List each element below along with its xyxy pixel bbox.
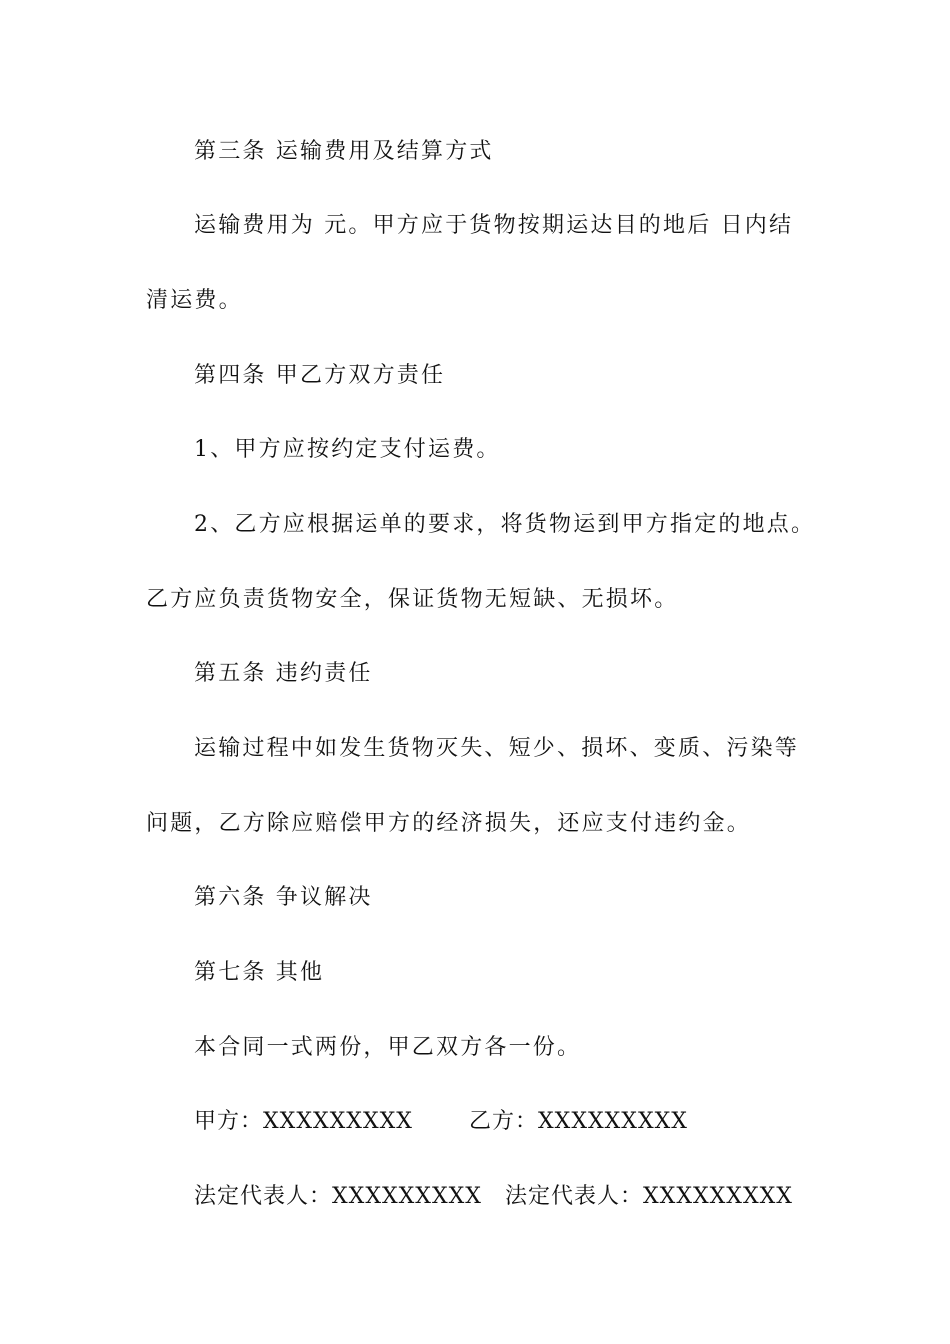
article5-heading: 第五条 违约责任 [194,661,373,686]
article5-text-line2: 问题，乙方除应赔偿甲方的经济损失，还应支付违约金。 [146,811,752,836]
party-b-label: 乙方：XXXXXXXXX [469,1109,688,1134]
article5-text-line1: 运输过程中如发生货物灭失、短少、损坏、变质、污染等 [194,736,800,761]
party-a-representative: 法定代表人：XXXXXXXXX [194,1184,482,1209]
article3-text-line1: 运输费用为 元。甲方应于货物按期运达目的地后 日内结 [194,213,794,238]
party-b-representative: 法定代表人：XXXXXXXXX [505,1184,793,1209]
article4-item2-line2: 乙方应负责货物安全，保证货物无短缺、无损坏。 [146,587,679,612]
article4-item1: 1、甲方应按约定支付运费。 [194,437,501,462]
article3-text-line2: 清运费。 [146,288,243,313]
article6-heading: 第六条 争议解决 [194,885,373,910]
article4-heading: 第四条 甲乙方双方责任 [194,363,446,388]
article3-heading: 第三条 运输费用及结算方式 [194,139,494,164]
article7-heading: 第七条 其他 [194,960,325,985]
article7-text: 本合同一式两份，甲乙双方各一份。 [194,1035,582,1060]
party-a-label: 甲方：XXXXXXXXX [194,1109,413,1134]
article4-item2-line1: 2、乙方应根据运单的要求，将货物运到甲方指定的地点。 [194,512,816,537]
